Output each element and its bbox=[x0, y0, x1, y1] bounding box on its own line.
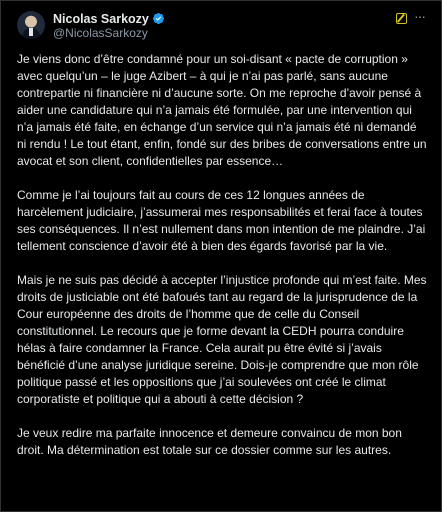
avatar-shirt bbox=[29, 28, 33, 36]
author-display-name[interactable]: Nicolas Sarkozy bbox=[53, 11, 149, 26]
more-options-icon[interactable]: ··· bbox=[414, 8, 425, 24]
author-name-line bbox=[53, 11, 165, 26]
edit-icon[interactable] bbox=[396, 13, 407, 24]
author-handle[interactable]: @NicolasSarkozy bbox=[53, 26, 148, 40]
avatar[interactable] bbox=[17, 11, 45, 39]
post-paragraph: Je viens donc d’être condamné pour un soi-disant « pacte de corruption » avec quelqu’un – le juge Azibert – à qui je n’ai pas parlé, sans aucune contrepartie ni financière ni d’aucune sorte. On me reproche d’avoir pensé à aider une candidature qui n’a jamais été formulée, par une intervention qui n’a jamais été faite, en échange d’un service qui n’a jamais été ni demandé ni rendu ! Le tout étant, enfin, fondé sur des bribes de conversations entre un avocat et son client, confidentielles par essence… bbox=[17, 52, 427, 168]
verified-badge-icon bbox=[152, 12, 165, 25]
post-paragraph: Comme je l’ai toujours fait au cours de ces 12 longues années de harcèlement judiciaire, j’assumerai mes responsabilités et ferai face à toutes ses conséquences. Il n’est nullement dans mon intention de me plaindre. J’ai tellement conscience d’avoir été à bien des égards favorisé par la vie. bbox=[17, 188, 426, 253]
post-text bbox=[17, 51, 429, 476]
post-header bbox=[17, 8, 427, 41]
post-paragraph: Mais je ne suis pas décidé à accepter l’injustice profonde qui m’est faite. Mes droits de justiciable ont été bafoués tant au regard de la jurisprudence de la Cour européenne des droits de l’homme que de celle du Conseil constitutionnel. Le recours que je forme devant la CEDH pourra conduire hélas à faire condamner la France. Cela aurait pu être évité si j’avais bénéficié d’une analyse juridique sereine. Dois-je comprendre que mon rôle politique passé et les oppositions que j’ai soulevées ont créé le climat corporatiste et politique qui a abouti à cette décision ? bbox=[17, 273, 427, 406]
post-paragraph: Je veux redire ma parfaite innocence et demeure convaincu de mon bon droit. Ma détermination est totale sur ce dossier comme sur les autres. bbox=[17, 426, 402, 457]
